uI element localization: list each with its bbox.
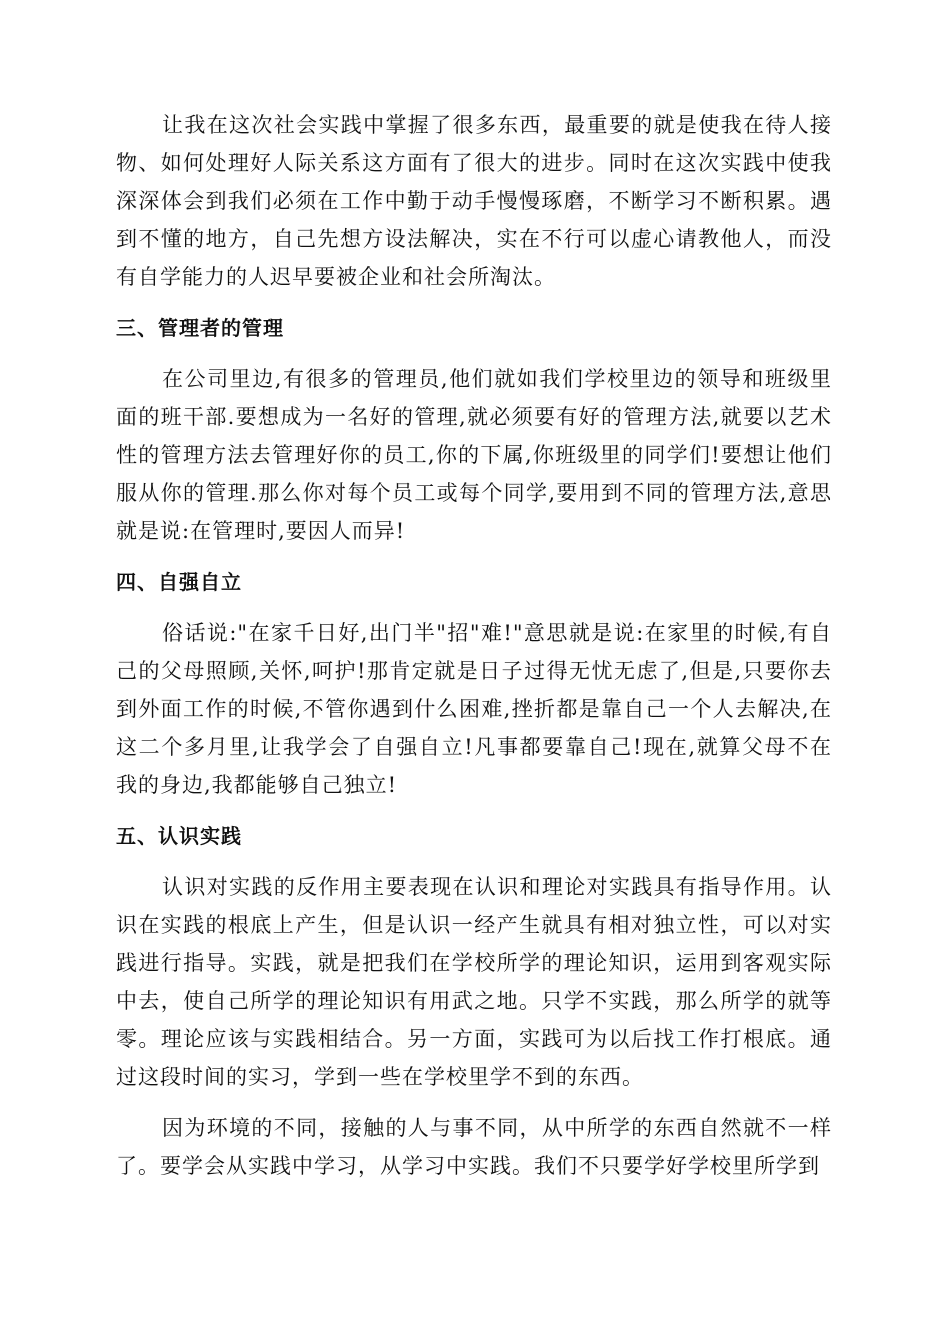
practice-paragraph-1: 认识对实践的反作用主要表现在认识和理论对实践具有指导作用。认识在实践的根底上产生，但是认识一经产生就具有相对独立性，可以对实践进行指导。实践，就是把我们在学校所学的理论知识，运用到客观实际中去，使自己所学的理论知识有用武之地。只学不实践，那么所学的就等零。理论应该与实践相结合。另一方面，实践可为以后找工作打根底。通过这段时间的实习，学到一些在学校里学不到的东西。 (116, 875, 832, 1089)
practice-paragraph-2: 因为环境的不同，接触的人与事不同，从中所学的东西自然就不一样了。要学会从实践中学习，从学习中实践。我们不只要学好学校里所学到 (116, 1116, 832, 1178)
section-heading-self-reliance: 四、自强自立 (116, 570, 242, 594)
self-reliance-paragraph: 俗话说:"在家千日好,出门半"招"难!"意思就是说:在家里的时候,有自己的父母照顾,关怀,呵护!那肯定就是日子过得无忧无虑了,但是,只要你去到外面工作的时候,不管你遇到什么困难,挫折都是靠自己一个人去解决,在这二个多月里,让我学会了自强自立!凡事都要靠自己!现在,就算父母不在我的身边,我都能够自己独立! (116, 621, 832, 797)
intro-paragraph: 让我在这次社会实践中掌握了很多东西，最重要的就是使我在待人接物、如何处理好人际关系这方面有了很大的进步。同时在这次实践中使我深深体会到我们必须在工作中勤于动手慢慢琢磨，不断学习不断积累。遇到不懂的地方，自己先想方设法解决，实在不行可以虚心请教他人，而没有自学能力的人迟早要被企业和社会所淘汰。 (116, 113, 832, 289)
section-heading-practice: 五、认识实践 (116, 824, 242, 848)
management-paragraph: 在公司里边,有很多的管理员,他们就如我们学校里边的领导和班级里面的班干部.要想成为一名好的管理,就必须要有好的管理方法,就要以艺术性的管理方法去管理好你的员工,你的下属,你班级里的同学们!要想让他们服从你的管理.那么你对每个员工或每个同学,要用到不同的管理方法,意思就是说:在管理时,要因人而异! (116, 367, 832, 543)
document-body (116, 106, 832, 1198)
section-heading-management: 三、管理者的管理 (116, 316, 284, 340)
